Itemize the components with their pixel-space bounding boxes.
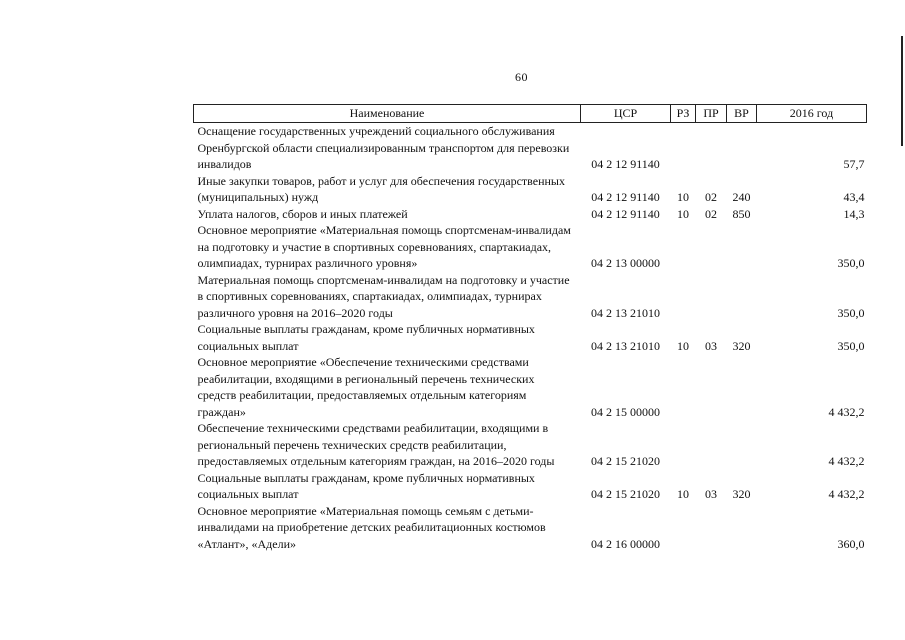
table-row <box>194 503 867 553</box>
table-row <box>194 222 867 272</box>
row-rz: 10 <box>677 190 689 204</box>
row-name: Основное мероприятие «Материальная помощь спортсменам-инвалидам на подготовку и участие в спортивных соревнованиях, спартакиадах, олимпиадах, турнирах различного уровня» <box>197 223 571 270</box>
row-vr: 240 <box>732 190 751 204</box>
row-csr: 04 2 13 00000 <box>591 256 660 270</box>
row-vr: 320 <box>732 338 751 353</box>
row-vr <box>727 123 757 173</box>
row-csr: 04 2 15 21020 <box>591 487 660 501</box>
row-pr: 02 <box>705 206 717 221</box>
table-row <box>194 123 867 173</box>
table-row <box>194 321 867 354</box>
row-rz: 10 <box>677 338 689 353</box>
row-name: Основное мероприятие «Обеспечение техническими средствами реабилитации, входящими в региональный перечень технических средств реабилитации, предоставляемых отдельным категориям граждан» <box>197 355 535 419</box>
row-vr <box>727 354 757 420</box>
header-pr: ПР <box>696 105 727 123</box>
row-amount: 4 432,2 <box>828 404 865 419</box>
row-name: Основное мероприятие «Материальная помощь семьям с детьми-инвалидами на приобретение детских реабилитационных костюмов «Атлант», «Адели» <box>197 503 546 551</box>
row-rz <box>671 503 696 553</box>
row-pr <box>696 503 727 553</box>
row-amount: 4 432,2 <box>828 487 865 501</box>
row-amount: 350,0 <box>837 256 865 270</box>
row-rz: 10 <box>677 206 689 221</box>
page-number: 60 <box>515 70 528 84</box>
row-csr: 04 2 16 00000 <box>591 536 660 551</box>
header-name: Наименование <box>194 105 581 123</box>
row-amount: 350,0 <box>837 305 865 320</box>
header-rz: РЗ <box>671 105 696 123</box>
row-csr: 04 2 12 91140 <box>591 190 660 204</box>
table-header-row <box>194 105 867 123</box>
table-row <box>194 272 867 322</box>
row-csr: 04 2 13 21010 <box>591 305 660 320</box>
table-row <box>194 173 867 206</box>
row-rz: 10 <box>677 487 689 501</box>
row-rz <box>671 272 696 322</box>
row-amount: 14,3 <box>843 206 865 221</box>
row-vr <box>727 420 757 470</box>
row-vr: 320 <box>732 487 751 501</box>
row-name: Иные закупки товаров, работ и услуг для обеспечения государственных (муниципальных) нужд <box>197 173 565 204</box>
row-pr <box>696 420 727 470</box>
row-vr <box>727 503 757 553</box>
row-csr: 04 2 15 00000 <box>591 404 660 419</box>
header-year: 2016 год <box>757 105 867 123</box>
table-row <box>194 206 867 223</box>
table-row <box>194 354 867 420</box>
row-amount: 360,0 <box>837 536 865 551</box>
row-name: Обеспечение техническими средствами реабилитации, входящими в региональный перечень технических средств реабилитации, предоставляемых отдельным категориям граждан, на 2016–2020 годы <box>197 421 555 468</box>
row-vr <box>727 272 757 322</box>
header-csr: ЦСР <box>581 105 671 123</box>
row-amount: 57,7 <box>843 157 865 171</box>
row-rz <box>671 222 696 272</box>
row-csr: 04 2 12 91140 <box>591 157 660 171</box>
row-rz <box>671 123 696 173</box>
row-rz <box>671 420 696 470</box>
row-pr: 02 <box>705 190 717 204</box>
row-csr: 04 2 15 21020 <box>591 454 660 468</box>
row-pr: 03 <box>705 487 717 501</box>
row-pr <box>696 354 727 420</box>
row-vr: 850 <box>732 206 751 221</box>
row-name: Оснащение государственных учреждений социального обслуживания Оренбургской области специализированным транспортом для перевозки инвалидов <box>197 124 570 171</box>
row-name: Уплата налогов, сборов и иных платежей <box>197 206 408 221</box>
page-edge-line <box>901 36 903 146</box>
row-pr <box>696 272 727 322</box>
budget-table <box>193 104 867 552</box>
row-csr: 04 2 13 21010 <box>591 338 660 353</box>
row-pr: 03 <box>705 338 717 353</box>
row-csr: 04 2 12 91140 <box>591 206 660 221</box>
row-name: Материальная помощь спортсменам-инвалидам на подготовку и участие в спортивных соревнованиях, спартакиадах, олимпиадах, турнирах различного уровня на 2016–2020 годы <box>197 272 570 320</box>
row-amount: 43,4 <box>843 190 865 204</box>
row-vr <box>727 222 757 272</box>
row-name: Социальные выплаты гражданам, кроме публичных нормативных социальных выплат <box>197 470 535 501</box>
row-rz <box>671 354 696 420</box>
header-vr: ВР <box>727 105 757 123</box>
table-row <box>194 470 867 503</box>
table-row <box>194 420 867 470</box>
row-amount: 4 432,2 <box>828 454 865 468</box>
row-pr <box>696 222 727 272</box>
row-pr <box>696 123 727 173</box>
row-name: Социальные выплаты гражданам, кроме публичных нормативных социальных выплат <box>197 322 535 353</box>
row-amount: 350,0 <box>837 338 865 353</box>
